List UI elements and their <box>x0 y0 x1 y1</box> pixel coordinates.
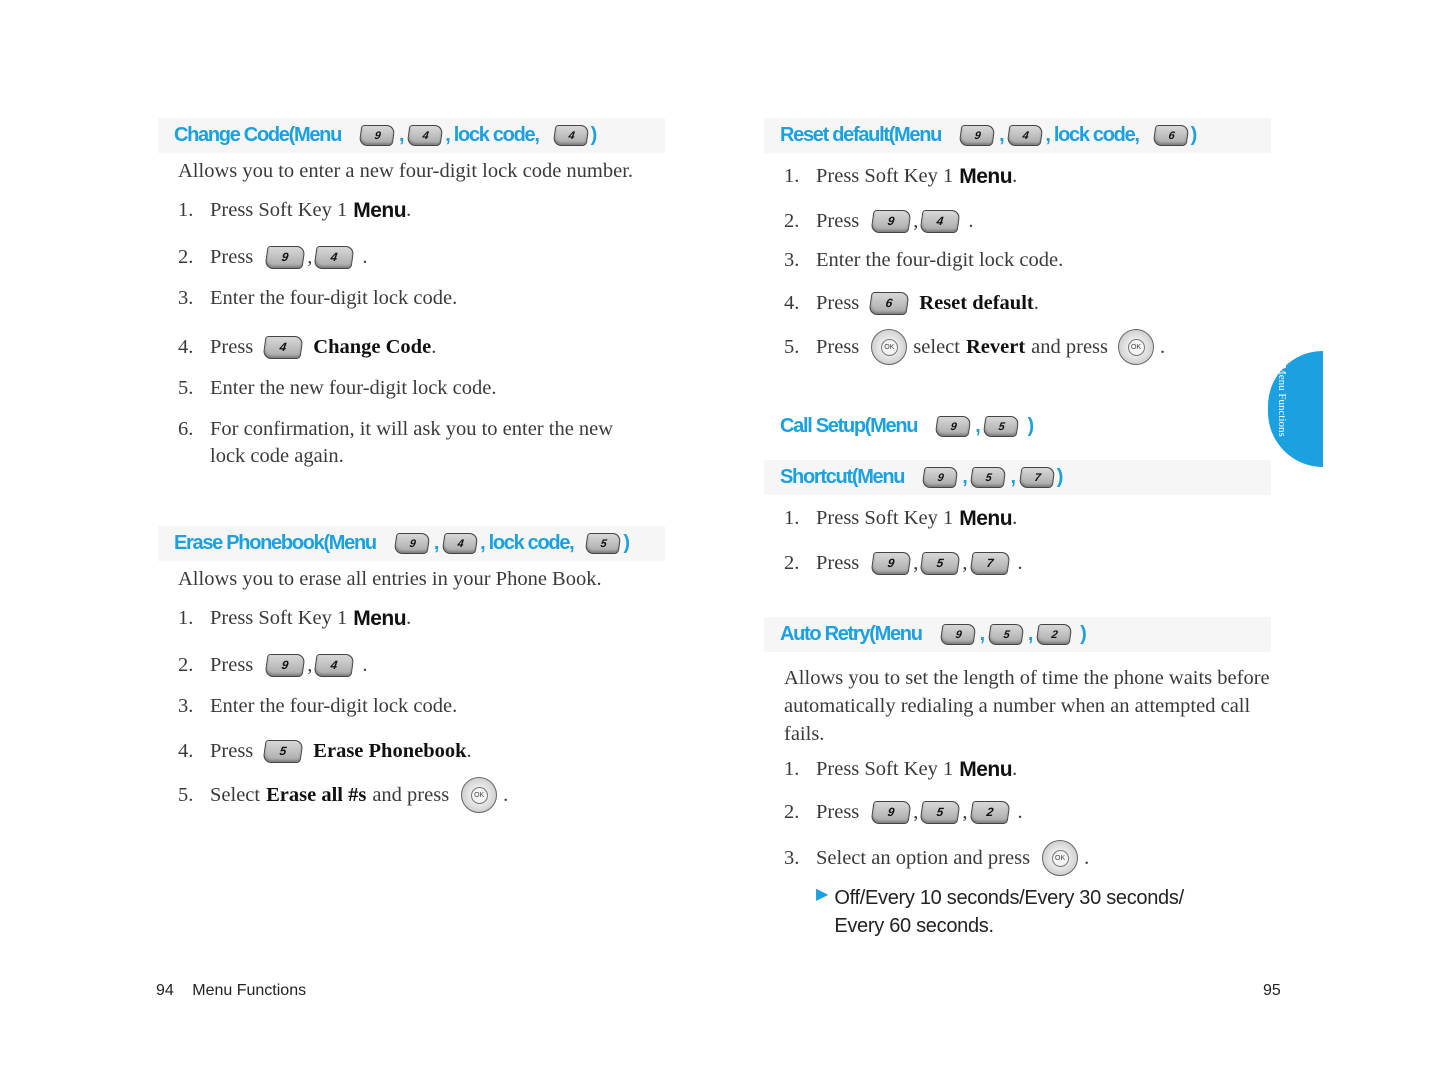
change-code-section <box>160 118 665 470</box>
step-text: Enter the four-digit lock code. <box>210 287 458 309</box>
key-4-icon: 4 <box>407 125 444 146</box>
erase-phonebook-heading: Erase Phonebook (Menu 9 , 4 , lock code, 5 ) <box>158 526 665 561</box>
step-end: . <box>431 336 437 358</box>
key-9-icon: 9 <box>935 416 972 437</box>
heading-title: Auto Retry <box>780 623 870 645</box>
step <box>784 505 1271 532</box>
step <box>178 334 665 361</box>
step-number: 5. <box>178 377 194 399</box>
ok-key-icon: OK <box>1042 840 1078 876</box>
key-5-icon: 5 <box>970 467 1007 488</box>
step: 2. Press 9 , 5 , 7 . <box>784 550 1271 577</box>
step-text: select <box>913 335 960 358</box>
step-end: . <box>1084 846 1090 869</box>
step: 2. Press 9 , 5 , 2 . <box>784 799 1271 826</box>
step-text: Select an option and press <box>816 846 1031 869</box>
step-text: Press Soft Key 1 <box>816 507 954 529</box>
ok-key-icon: OK <box>461 777 497 813</box>
auto-retry-section <box>766 617 1271 940</box>
step-number: 3. <box>784 846 800 869</box>
step: 2. Press 9 , 4 . <box>784 208 1271 235</box>
step-bold: Reset default <box>919 292 1034 314</box>
step-end: . <box>362 654 368 676</box>
heading-title: Reset default <box>780 124 889 146</box>
step-text: Enter the new four-digit lock code. <box>210 377 497 399</box>
step-end: . <box>466 740 472 762</box>
heading-lock-code: , lock code, <box>445 124 539 146</box>
step <box>178 197 665 224</box>
side-tab <box>1268 351 1323 467</box>
key-4-icon: 4 <box>1007 125 1044 146</box>
heading-menu: (Menu <box>323 532 376 554</box>
step <box>784 756 1271 783</box>
step-end: . <box>1012 507 1018 529</box>
heading-close: ) <box>1027 415 1033 437</box>
step-text: Press Soft Key 1 <box>816 758 954 780</box>
key-9-icon: 9 <box>939 624 976 645</box>
step-number: 2. <box>178 246 194 268</box>
heading-title: Change Code <box>174 124 289 146</box>
step-end: . <box>968 210 974 232</box>
heading-title: Shortcut <box>780 466 852 488</box>
step <box>178 605 665 632</box>
key-9-icon: 9 <box>871 552 912 575</box>
page-number: 94 <box>156 982 174 999</box>
step-end: . <box>503 783 509 806</box>
step <box>178 738 665 765</box>
step-end: . <box>1160 335 1166 358</box>
heading-close: ) <box>623 532 629 554</box>
step-end: . <box>1017 552 1023 574</box>
step <box>178 416 665 470</box>
options-text: Off/Every 10 seconds/Every 30 seconds/ Every 60 seconds. <box>834 887 1184 937</box>
step: 2. Press 9 , 4 . <box>178 244 665 271</box>
step-end: . <box>406 199 412 221</box>
step-text: Press <box>816 552 860 574</box>
heading-menu: (Menu <box>851 466 905 488</box>
step-bold: Erase all #s <box>266 783 367 806</box>
erase-phonebook-description: Allows you to erase all entries in your Phone Book. <box>178 568 602 590</box>
key-4-icon: 4 <box>552 125 589 146</box>
step <box>178 375 665 402</box>
step-number: 1. <box>784 507 800 529</box>
key-9-icon: 9 <box>265 246 306 269</box>
step <box>784 163 1271 190</box>
key-6-icon: 6 <box>1152 125 1189 146</box>
heading-menu: (Menu <box>869 623 922 645</box>
key-7-icon: 7 <box>1018 467 1055 488</box>
key-7-icon: 7 <box>969 552 1010 575</box>
shortcut-heading: Shortcut (Menu 9 , 5 , 7 ) <box>764 460 1271 495</box>
heading-close: ) <box>1080 623 1086 645</box>
key-6-icon: 6 <box>869 292 910 315</box>
auto-retry-description: Allows you to set the length of time the phone waits before automatically redialing a number when an attempted call fails. <box>784 667 1270 745</box>
key-5-icon: 5 <box>585 533 622 554</box>
step-text: Press Soft Key 1 <box>816 165 954 187</box>
step-number: 1. <box>784 758 800 780</box>
call-setup-heading: Call Setup (Menu 9 , 5 ) <box>780 415 1033 437</box>
heading-title: Call Setup <box>780 415 865 437</box>
side-tab-label: Menu Functions <box>1276 365 1288 437</box>
reset-default-heading: Reset default (Menu 9 , 4 , lock code, 6 ) <box>764 118 1271 153</box>
step-number: 1. <box>784 165 800 187</box>
change-code-heading: Change Code (Menu 9 , 4 , lock code, 4 ) <box>158 118 665 153</box>
step <box>784 329 1271 365</box>
heading-lock-code: , lock code, <box>480 532 574 554</box>
key-5-icon: 5 <box>987 624 1024 645</box>
key-9-icon: 9 <box>922 467 959 488</box>
key-9-icon: 9 <box>265 654 306 677</box>
step-text: Press <box>816 335 860 358</box>
step-text: Press <box>210 246 254 268</box>
step-number: 1. <box>178 607 194 629</box>
key-9-icon: 9 <box>871 210 912 233</box>
step-bold: Change Code <box>313 336 432 358</box>
page-number: 95 <box>1263 982 1281 999</box>
key-2-icon: 2 <box>969 801 1010 824</box>
step-bold: Menu <box>353 607 407 630</box>
step-text: Enter the four-digit lock code. <box>816 249 1064 271</box>
step-text: Press <box>210 740 254 762</box>
step <box>784 247 1271 274</box>
step-text: Press Soft Key 1 <box>210 199 348 221</box>
footer-title: Menu Functions <box>192 982 307 999</box>
key-9-icon: 9 <box>359 125 396 146</box>
change-code-description: Allows you to enter a new four-digit lock code number. <box>178 160 634 182</box>
heading-close: ) <box>1190 124 1197 146</box>
step-number: 2. <box>784 210 800 232</box>
step-text: Press <box>210 654 254 676</box>
ok-key-icon: OK <box>1118 329 1154 365</box>
step-text: and press <box>372 783 450 806</box>
key-4-icon: 4 <box>920 210 961 233</box>
step-number: 4. <box>178 336 194 358</box>
reset-default-section <box>766 118 1271 365</box>
step-end: . <box>1012 165 1018 187</box>
ok-key-icon: OK <box>871 329 907 365</box>
step-number: 3. <box>178 695 194 717</box>
step-number: 6. <box>178 418 194 440</box>
key-9-icon: 9 <box>871 801 912 824</box>
step-number: 4. <box>784 292 800 314</box>
step <box>178 285 665 312</box>
key-5-icon: 5 <box>920 801 961 824</box>
right-page <box>766 118 1271 940</box>
step-text: Press <box>210 336 254 358</box>
heading-close: ) <box>590 124 596 146</box>
key-5-icon: 5 <box>920 552 961 575</box>
step-bold: Menu <box>959 507 1013 530</box>
left-page <box>160 118 665 813</box>
step-bold: Erase Phonebook <box>313 740 467 762</box>
step-number: 4. <box>178 740 194 762</box>
step <box>784 840 1271 876</box>
key-4-icon: 4 <box>263 336 304 359</box>
step-number: 3. <box>178 287 194 309</box>
heading-menu: (Menu <box>864 415 918 437</box>
heading-title: Erase Phonebook <box>174 532 324 554</box>
step-bold: Menu <box>959 165 1013 188</box>
step-number: 1. <box>178 199 194 221</box>
step <box>784 290 1271 317</box>
heading-close: ) <box>1056 466 1063 488</box>
triangle-bullet-icon: ▶ <box>816 886 829 903</box>
auto-retry-options <box>816 884 1216 940</box>
step-text: Press Soft Key 1 <box>210 607 348 629</box>
key-2-icon: 2 <box>1036 624 1073 645</box>
key-4-icon: 4 <box>442 533 479 554</box>
step <box>178 693 665 720</box>
step-bold: Menu <box>959 758 1013 781</box>
step-text: For confirmation, it will ask you to enter the new lock code again. <box>210 418 614 467</box>
left-footer <box>156 982 306 1000</box>
step-end: . <box>362 246 368 268</box>
step: 2. Press 9 , 4 . <box>178 652 665 679</box>
key-9-icon: 9 <box>393 533 430 554</box>
step-text: and press <box>1031 335 1109 358</box>
key-9-icon: 9 <box>959 125 996 146</box>
heading-lock-code: , lock code, <box>1045 124 1139 146</box>
step-text: Press <box>816 801 860 823</box>
auto-retry-heading: Auto Retry (Menu 9 , 5 , 2 ) <box>764 617 1271 652</box>
step-end: . <box>1012 758 1018 780</box>
right-footer <box>1263 982 1281 1000</box>
heading-menu: (Menu <box>888 124 942 146</box>
step-number: 5. <box>178 783 194 806</box>
key-4-icon: 4 <box>314 246 355 269</box>
key-5-icon: 5 <box>263 740 304 763</box>
step-text: Select <box>210 783 261 806</box>
step-number: 2. <box>784 552 800 574</box>
step-number: 2. <box>178 654 194 676</box>
call-setup-section <box>766 409 1271 444</box>
key-4-icon: 4 <box>314 654 355 677</box>
erase-phonebook-section <box>160 526 665 813</box>
step-end: . <box>1033 292 1039 314</box>
step-text: Enter the four-digit lock code. <box>210 695 458 717</box>
heading-menu: (Menu <box>288 124 341 146</box>
step-bold: Revert <box>965 335 1026 358</box>
step-number: 3. <box>784 249 800 271</box>
step-text: Press <box>816 292 860 314</box>
step-bold: Menu <box>353 199 407 222</box>
step-end: . <box>1017 801 1023 823</box>
step-end: . <box>406 607 412 629</box>
shortcut-section <box>766 460 1271 577</box>
step-text: Press <box>816 210 860 232</box>
step-number: 2. <box>784 801 800 823</box>
step <box>178 777 665 813</box>
step-number: 5. <box>784 335 800 358</box>
key-5-icon: 5 <box>983 416 1020 437</box>
